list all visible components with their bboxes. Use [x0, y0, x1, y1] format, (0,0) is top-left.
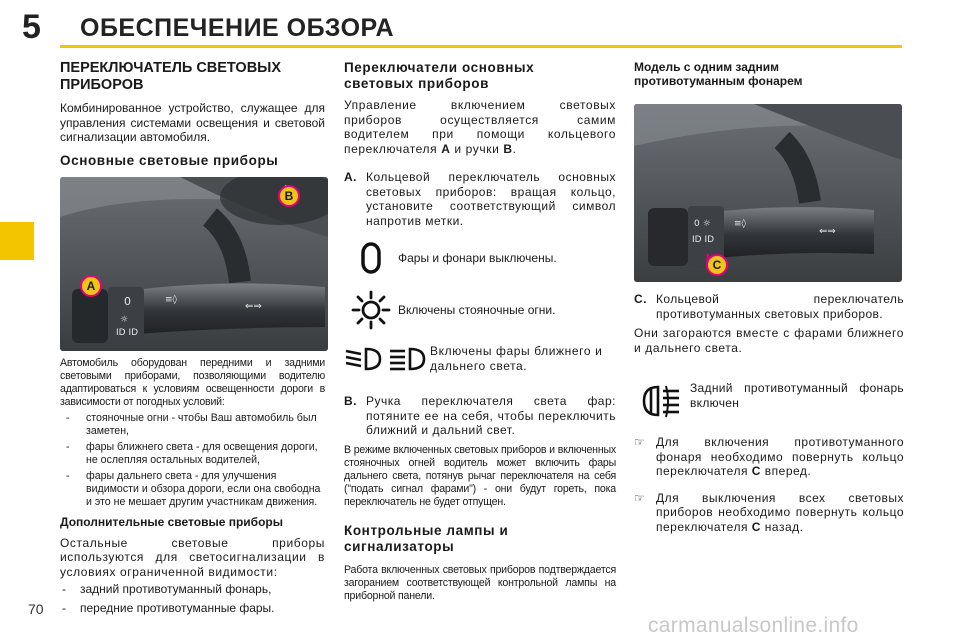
icon-beam-label: Включены фары ближнего и дальнего света. [430, 344, 603, 373]
main-switches-heading: Переключатели основных световых приборов [344, 60, 535, 91]
additional-lights-text: Остальные световые приборы используются для светосигнализации в условиях ограниченной видимости: [60, 535, 325, 579]
svg-text:☼: ☼ [120, 314, 129, 325]
fog-model-heading: Модель с одним задним противотуманным фонарем [634, 60, 803, 88]
list-item: - фары ближнего света - для освещения дороги, не ослепляя остальных водителей, [66, 440, 318, 466]
column-fog-light [634, 60, 904, 534]
icon-row-off [344, 240, 616, 276]
icon-parking-label: Включены стояночные огни. [398, 302, 556, 317]
callout-c-badge: C [706, 254, 728, 276]
icon-off-label: Фары и фонари выключены. [398, 250, 557, 265]
svg-text:ID ID: ID ID [116, 327, 139, 338]
svg-text:⇐⇒: ⇐⇒ [245, 300, 262, 312]
figure-lighting-stalk [60, 177, 328, 351]
fog-on-instruction: ☞ Для включения противотуманного фонаря необходимо повернуть кольцо переключателя C вперед. [634, 435, 904, 478]
additional-lights-list [60, 582, 325, 616]
high-beam-flash-text: В режиме включенных световых приборов и включенных стояночных огней водитель может включить фары дальнего света, потянув рычаг переключателя на себя ("подать сигнал фарами") - они будут гореть, пока переключатель не будет отпущен. [344, 443, 616, 508]
fog-icon-label: Задний противотуманный фонарь включен [690, 381, 904, 410]
zero-position-icon [360, 242, 382, 274]
main-lights-heading: Основные световые приборы [60, 152, 279, 168]
item-a: A. Кольцевой переключатель основных световых приборов: вращая кольцо, установите соответствующий символ напротив метки. [344, 170, 616, 228]
svg-text:⇐⇒: ⇐⇒ [819, 226, 836, 237]
pointing-finger-icon: ☞ [634, 435, 646, 449]
chapter-rule [60, 45, 902, 48]
page-number: 70 [28, 601, 44, 617]
warning-lamps-heading: Контрольные лампы и сигнализаторы [344, 522, 509, 554]
svg-text:ID ID: ID ID [692, 235, 715, 245]
parking-lights-icon [351, 290, 391, 330]
column-light-switch [60, 60, 325, 616]
main-switches-intro: Управление включением световых приборов осуществляется самим водителем при помощи кольцевого переключателя A и ручки B. [344, 98, 616, 156]
figure-fog-ring [634, 104, 902, 282]
list-item: - передние противотуманные фары. [62, 601, 275, 615]
callout-b-badge: B [278, 185, 300, 207]
list-item: - стояночные огни - чтобы Ваш автомобиль был заметен, [66, 411, 317, 437]
chapter-side-tab [0, 222, 34, 260]
rear-fog-light-icon [642, 383, 682, 419]
list-item: - фары дальнего света - для улучшения видимости и обзора дороги, если она свободна и это не мешает другим участникам движения. [66, 469, 321, 508]
svg-text:≡◊: ≡◊ [165, 294, 177, 305]
item-b: B. Ручка переключателя света фар: потяните ее на себя, чтобы переключить ближний и дальний свет. [344, 394, 616, 437]
column-main-switches [344, 60, 616, 603]
svg-text:0: 0 [124, 294, 131, 308]
callout-a-badge: A [80, 275, 102, 297]
fog-off-instruction: ☞ Для выключения всех световых приборов необходимо повернуть кольцо переключателя C назад. [634, 490, 904, 534]
watermark-text[interactable]: carmanualsonline.info [648, 614, 859, 637]
warning-lamps-text: Работа включенных световых приборов подтверждается загоранием соответствующей контрольной лампы на приборной панели. [344, 563, 616, 602]
body-text: Автомобиль оборудован передними и задними световыми приборами, позволяющими водителю адаптироваться к условиям освещенности дороги в зависимости от погодных условий: [60, 356, 325, 408]
svg-text:0 ☼: 0 ☼ [694, 219, 711, 229]
icon-row-parking [344, 290, 616, 330]
icon-row-beams [344, 342, 616, 376]
svg-text:≡◊: ≡◊ [734, 219, 746, 229]
icon-row-rear-fog [634, 381, 904, 421]
additional-lights-heading: Дополнительные световые приборы [60, 514, 283, 529]
item-c: C. Кольцевой переключатель противотуманных световых приборов. [634, 292, 904, 321]
section-title: ПЕРЕКЛЮЧАТЕЛЬ СВЕТОВЫХ ПРИБОРОВ [60, 60, 282, 93]
lights-list [60, 412, 325, 509]
chapter-number: 5 [22, 8, 41, 46]
pointing-finger-icon: ☞ [634, 490, 646, 505]
chapter-title: ОБЕСПЕЧЕНИЕ ОБЗОРА [80, 14, 395, 42]
fog-note-text: Они загораются вместе с фарами ближнего и дальнего света. [634, 326, 904, 355]
low-high-beam-icons [344, 345, 428, 373]
intro-text: Комбинированное устройство, служащее для управления системами освещения и световой сигнализации автомобиля. [60, 101, 325, 144]
fog-ring-illustration [634, 104, 902, 282]
list-item: - задний противотуманный фонарь, [62, 582, 272, 596]
